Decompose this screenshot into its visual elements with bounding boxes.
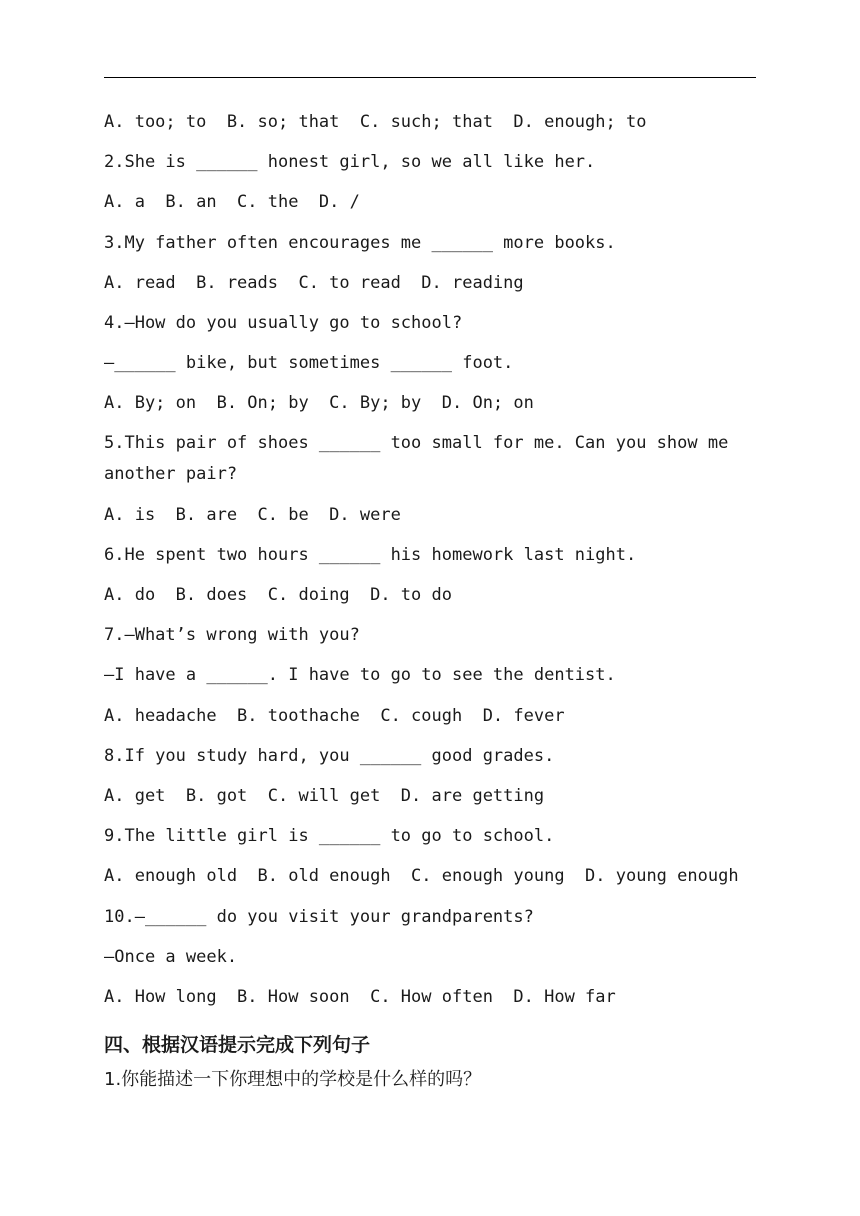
q3-options: A. read B. reads C. to read D. reading (104, 272, 524, 293)
q10-answer-line: —Once a week. (104, 946, 238, 967)
q5-question: 5.This pair of shoes ______ too small for me. Can you show me another pair? (104, 432, 739, 485)
q3-question: 3.My father often encourages me ______ more books. (104, 232, 616, 253)
q4-answer-line: —______ bike, but sometimes ______ foot. (104, 353, 514, 374)
q2-options: A. a B. an C. the D. / (104, 192, 360, 213)
q7-question: 7.—What’s wrong with you? (104, 625, 360, 646)
q10-options: A. How long B. How soon C. How often D. How far (104, 987, 616, 1008)
q8-options: A. get B. got C. will get D. are getting (104, 786, 545, 807)
q7-options: A. headache B. toothache C. cough D. fever (104, 705, 565, 726)
q6-options: A. do B. does C. doing D. to do (104, 585, 452, 606)
q6-question: 6.He spent two hours ______ his homework last night. (104, 544, 637, 565)
section-title: 四、根据汉语提示完成下列句子 (104, 1034, 371, 1057)
q4-question: 4.—How do you usually go to school? (104, 313, 463, 334)
header-rule (104, 77, 756, 78)
q2-question: 2.She is ______ honest girl, so we all like her. (104, 152, 596, 173)
q7-answer-line: —I have a ______. I have to go to see the dentist. (104, 665, 616, 686)
q4-options: A. By; on B. On; by C. By; by D. On; on (104, 393, 534, 414)
q5-options: A. is B. are C. be D. were (104, 504, 401, 525)
section-question-1: 1.你能描述一下你理想中的学校是什么样的吗？ (104, 1069, 482, 1091)
q10-question: 10.—______ do you visit your grandparents? (104, 906, 534, 927)
q8-question: 8.If you study hard, you ______ good grades. (104, 745, 555, 766)
q9-question: 9.The little girl is ______ to go to school. (104, 826, 555, 847)
q9-options: A. enough old B. old enough C. enough young D. young enough (104, 866, 739, 887)
exercise-content (104, 102, 744, 1100)
q1-options: A. too; to B. so; that C. such; that D. enough; to (104, 112, 647, 132)
